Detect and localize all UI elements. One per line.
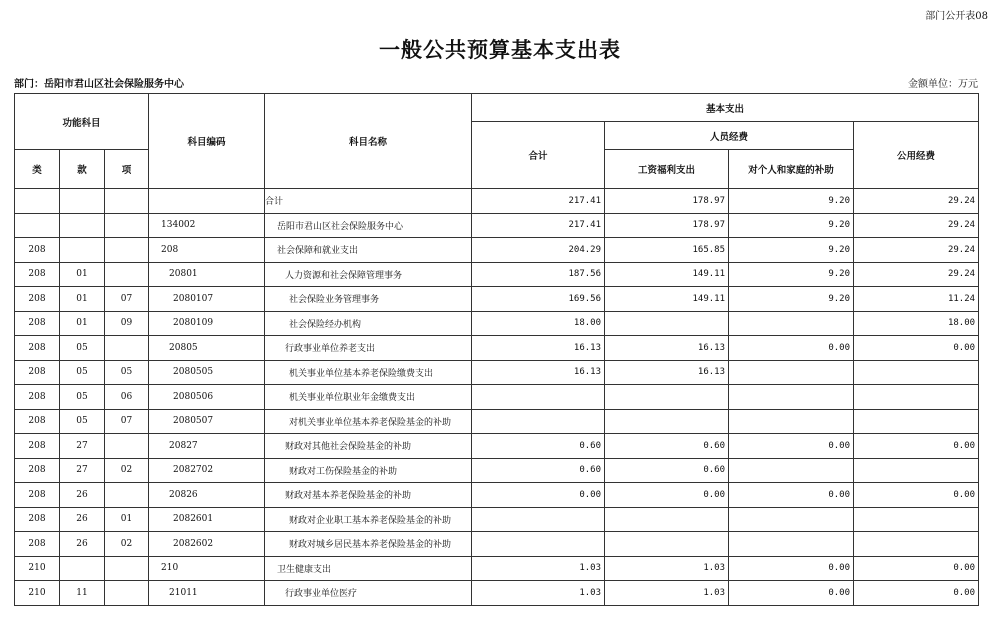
cell-total bbox=[472, 507, 605, 532]
cell-public: 0.00 bbox=[854, 483, 979, 508]
cell-code: 210 bbox=[149, 556, 265, 581]
table-row bbox=[15, 385, 979, 410]
cell-code: 2082602 bbox=[149, 532, 265, 557]
cell-wages: 0.60 bbox=[605, 458, 729, 483]
cell-subsidy: 0.00 bbox=[729, 434, 854, 459]
cell-lei: 208 bbox=[15, 532, 60, 557]
cell-xiang bbox=[105, 581, 149, 606]
cell-lei bbox=[15, 213, 60, 238]
cell-kuan: 26 bbox=[60, 507, 105, 532]
cell-subsidy: 0.00 bbox=[729, 556, 854, 581]
table-row bbox=[15, 532, 979, 557]
cell-lei: 208 bbox=[15, 360, 60, 385]
cell-public bbox=[854, 360, 979, 385]
cell-wages bbox=[605, 532, 729, 557]
cell-xiang bbox=[105, 556, 149, 581]
cell-lei: 208 bbox=[15, 238, 60, 263]
cell-kuan: 05 bbox=[60, 409, 105, 434]
cell-wages: 178.97 bbox=[605, 213, 729, 238]
cell-subsidy: 9.20 bbox=[729, 189, 854, 214]
table-row bbox=[15, 434, 979, 459]
cell-name: 财政对企业职工基本养老保险基金的补助 bbox=[265, 507, 472, 532]
cell-wages: 0.00 bbox=[605, 483, 729, 508]
cell-name: 社会保险业务管理事务 bbox=[265, 287, 472, 312]
cell-name: 对机关事业单位基本养老保险基金的补助 bbox=[265, 409, 472, 434]
cell-kuan: 05 bbox=[60, 336, 105, 361]
cell-xiang bbox=[105, 189, 149, 214]
cell-total: 217.41 bbox=[472, 213, 605, 238]
header-subsidy: 对个人和家庭的补助 bbox=[729, 150, 854, 189]
cell-kuan: 01 bbox=[60, 311, 105, 336]
cell-lei: 208 bbox=[15, 336, 60, 361]
header-func-subject: 功能科目 bbox=[15, 94, 149, 150]
cell-kuan: 27 bbox=[60, 434, 105, 459]
header-name: 科目名称 bbox=[265, 94, 472, 189]
table-row bbox=[15, 581, 979, 606]
cell-name: 财政对工伤保险基金的补助 bbox=[265, 458, 472, 483]
cell-total: 0.00 bbox=[472, 483, 605, 508]
cell-name: 财政对基本养老保险基金的补助 bbox=[265, 483, 472, 508]
amount-unit-label: 金额单位：万元 bbox=[908, 79, 978, 90]
cell-kuan bbox=[60, 213, 105, 238]
cell-name: 社会保障和就业支出 bbox=[265, 238, 472, 263]
cell-xiang bbox=[105, 434, 149, 459]
cell-kuan: 26 bbox=[60, 532, 105, 557]
cell-wages: 149.11 bbox=[605, 262, 729, 287]
cell-lei: 208 bbox=[15, 311, 60, 336]
cell-kuan bbox=[60, 189, 105, 214]
cell-public bbox=[854, 409, 979, 434]
cell-subsidy: 0.00 bbox=[729, 336, 854, 361]
cell-public: 0.00 bbox=[854, 556, 979, 581]
table-body bbox=[15, 189, 979, 606]
form-number: 部门公开表08 bbox=[925, 11, 988, 22]
table-row bbox=[15, 483, 979, 508]
cell-lei: 208 bbox=[15, 262, 60, 287]
cell-name: 合计 bbox=[265, 189, 472, 214]
cell-public: 29.24 bbox=[854, 262, 979, 287]
cell-kuan bbox=[60, 238, 105, 263]
cell-subsidy bbox=[729, 409, 854, 434]
cell-xiang bbox=[105, 238, 149, 263]
cell-xiang: 02 bbox=[105, 458, 149, 483]
cell-subsidy: 9.20 bbox=[729, 287, 854, 312]
cell-xiang: 05 bbox=[105, 360, 149, 385]
cell-code: 20827 bbox=[149, 434, 265, 459]
header-code: 科目编码 bbox=[149, 94, 265, 189]
cell-total: 217.41 bbox=[472, 189, 605, 214]
cell-total: 1.03 bbox=[472, 581, 605, 606]
cell-subsidy bbox=[729, 458, 854, 483]
cell-total bbox=[472, 532, 605, 557]
table-row bbox=[15, 238, 979, 263]
cell-total: 16.13 bbox=[472, 360, 605, 385]
cell-wages: 16.13 bbox=[605, 336, 729, 361]
cell-lei: 208 bbox=[15, 409, 60, 434]
cell-total bbox=[472, 385, 605, 410]
cell-name: 卫生健康支出 bbox=[265, 556, 472, 581]
cell-public: 0.00 bbox=[854, 434, 979, 459]
cell-lei bbox=[15, 189, 60, 214]
cell-wages bbox=[605, 311, 729, 336]
cell-wages: 165.85 bbox=[605, 238, 729, 263]
cell-total: 187.56 bbox=[472, 262, 605, 287]
cell-code: 2080506 bbox=[149, 385, 265, 410]
cell-subsidy bbox=[729, 385, 854, 410]
header-wages: 工资福利支出 bbox=[605, 150, 729, 189]
cell-xiang bbox=[105, 213, 149, 238]
table-row bbox=[15, 262, 979, 287]
header-total: 合计 bbox=[472, 122, 605, 189]
cell-public: 18.00 bbox=[854, 311, 979, 336]
cell-name: 社会保险经办机构 bbox=[265, 311, 472, 336]
cell-lei: 208 bbox=[15, 458, 60, 483]
cell-xiang bbox=[105, 483, 149, 508]
cell-wages bbox=[605, 507, 729, 532]
cell-code: 20801 bbox=[149, 262, 265, 287]
cell-xiang: 01 bbox=[105, 507, 149, 532]
cell-code: 21011 bbox=[149, 581, 265, 606]
cell-subsidy: 9.20 bbox=[729, 213, 854, 238]
cell-name: 机关事业单位基本养老保险缴费支出 bbox=[265, 360, 472, 385]
cell-lei: 210 bbox=[15, 581, 60, 606]
table-row bbox=[15, 311, 979, 336]
header-lei: 类 bbox=[15, 150, 60, 189]
cell-total: 18.00 bbox=[472, 311, 605, 336]
cell-wages: 178.97 bbox=[605, 189, 729, 214]
cell-xiang bbox=[105, 336, 149, 361]
cell-total: 169.56 bbox=[472, 287, 605, 312]
cell-xiang: 02 bbox=[105, 532, 149, 557]
cell-code: 134002 bbox=[149, 213, 265, 238]
header-basic: 基本支出 bbox=[472, 94, 979, 122]
cell-name: 财政对城乡居民基本养老保险基金的补助 bbox=[265, 532, 472, 557]
cell-xiang: 07 bbox=[105, 287, 149, 312]
cell-subsidy: 9.20 bbox=[729, 262, 854, 287]
cell-lei: 210 bbox=[15, 556, 60, 581]
cell-kuan: 11 bbox=[60, 581, 105, 606]
cell-lei: 208 bbox=[15, 434, 60, 459]
cell-code: 2080109 bbox=[149, 311, 265, 336]
cell-wages: 16.13 bbox=[605, 360, 729, 385]
cell-total: 0.60 bbox=[472, 434, 605, 459]
cell-public: 0.00 bbox=[854, 581, 979, 606]
cell-subsidy: 0.00 bbox=[729, 483, 854, 508]
cell-code: 20826 bbox=[149, 483, 265, 508]
table-row bbox=[15, 336, 979, 361]
cell-public: 0.00 bbox=[854, 336, 979, 361]
budget-table bbox=[14, 93, 979, 606]
cell-wages: 149.11 bbox=[605, 287, 729, 312]
table-row bbox=[15, 507, 979, 532]
cell-name: 行政事业单位医疗 bbox=[265, 581, 472, 606]
cell-subsidy bbox=[729, 507, 854, 532]
cell-name: 行政事业单位养老支出 bbox=[265, 336, 472, 361]
cell-public bbox=[854, 532, 979, 557]
cell-public: 11.24 bbox=[854, 287, 979, 312]
cell-wages: 1.03 bbox=[605, 556, 729, 581]
cell-subsidy bbox=[729, 311, 854, 336]
department-label: 部门：岳阳市君山区社会保险服务中心 bbox=[14, 79, 184, 90]
cell-xiang bbox=[105, 262, 149, 287]
cell-public bbox=[854, 385, 979, 410]
cell-lei: 208 bbox=[15, 507, 60, 532]
cell-xiang: 07 bbox=[105, 409, 149, 434]
table-row bbox=[15, 360, 979, 385]
cell-total bbox=[472, 409, 605, 434]
header-kuan: 款 bbox=[60, 150, 105, 189]
cell-code: 2082601 bbox=[149, 507, 265, 532]
cell-code bbox=[149, 189, 265, 214]
table-row bbox=[15, 213, 979, 238]
cell-code: 2080107 bbox=[149, 287, 265, 312]
cell-name: 岳阳市君山区社会保险服务中心 bbox=[265, 213, 472, 238]
cell-total: 204.29 bbox=[472, 238, 605, 263]
cell-wages bbox=[605, 409, 729, 434]
table-row bbox=[15, 189, 979, 214]
table-row bbox=[15, 287, 979, 312]
cell-kuan: 26 bbox=[60, 483, 105, 508]
cell-kuan: 05 bbox=[60, 360, 105, 385]
table-row bbox=[15, 556, 979, 581]
header-public: 公用经费 bbox=[854, 122, 979, 189]
cell-total: 0.60 bbox=[472, 458, 605, 483]
cell-lei: 208 bbox=[15, 483, 60, 508]
cell-wages: 1.03 bbox=[605, 581, 729, 606]
cell-code: 2080505 bbox=[149, 360, 265, 385]
header-xiang: 项 bbox=[105, 150, 149, 189]
cell-code: 208 bbox=[149, 238, 265, 263]
cell-public bbox=[854, 507, 979, 532]
table-row bbox=[15, 458, 979, 483]
cell-public: 29.24 bbox=[854, 213, 979, 238]
cell-subsidy: 9.20 bbox=[729, 238, 854, 263]
cell-public bbox=[854, 458, 979, 483]
cell-kuan bbox=[60, 556, 105, 581]
cell-wages: 0.60 bbox=[605, 434, 729, 459]
cell-kuan: 05 bbox=[60, 385, 105, 410]
cell-subsidy: 0.00 bbox=[729, 581, 854, 606]
cell-total: 16.13 bbox=[472, 336, 605, 361]
cell-xiang: 06 bbox=[105, 385, 149, 410]
cell-xiang: 09 bbox=[105, 311, 149, 336]
cell-code: 2082702 bbox=[149, 458, 265, 483]
cell-kuan: 01 bbox=[60, 262, 105, 287]
cell-name: 人力资源和社会保障管理事务 bbox=[265, 262, 472, 287]
cell-total: 1.03 bbox=[472, 556, 605, 581]
cell-code: 20805 bbox=[149, 336, 265, 361]
cell-lei: 208 bbox=[15, 287, 60, 312]
header-personnel: 人员经费 bbox=[605, 122, 854, 150]
cell-name: 财政对其他社会保险基金的补助 bbox=[265, 434, 472, 459]
cell-lei: 208 bbox=[15, 385, 60, 410]
cell-public: 29.24 bbox=[854, 189, 979, 214]
cell-subsidy bbox=[729, 360, 854, 385]
table-row bbox=[15, 409, 979, 434]
cell-code: 2080507 bbox=[149, 409, 265, 434]
cell-name: 机关事业单位职业年金缴费支出 bbox=[265, 385, 472, 410]
cell-kuan: 01 bbox=[60, 287, 105, 312]
cell-subsidy bbox=[729, 532, 854, 557]
page-title: 一般公共预算基本支出表 bbox=[379, 37, 621, 62]
cell-public: 29.24 bbox=[854, 238, 979, 263]
cell-wages bbox=[605, 385, 729, 410]
cell-kuan: 27 bbox=[60, 458, 105, 483]
